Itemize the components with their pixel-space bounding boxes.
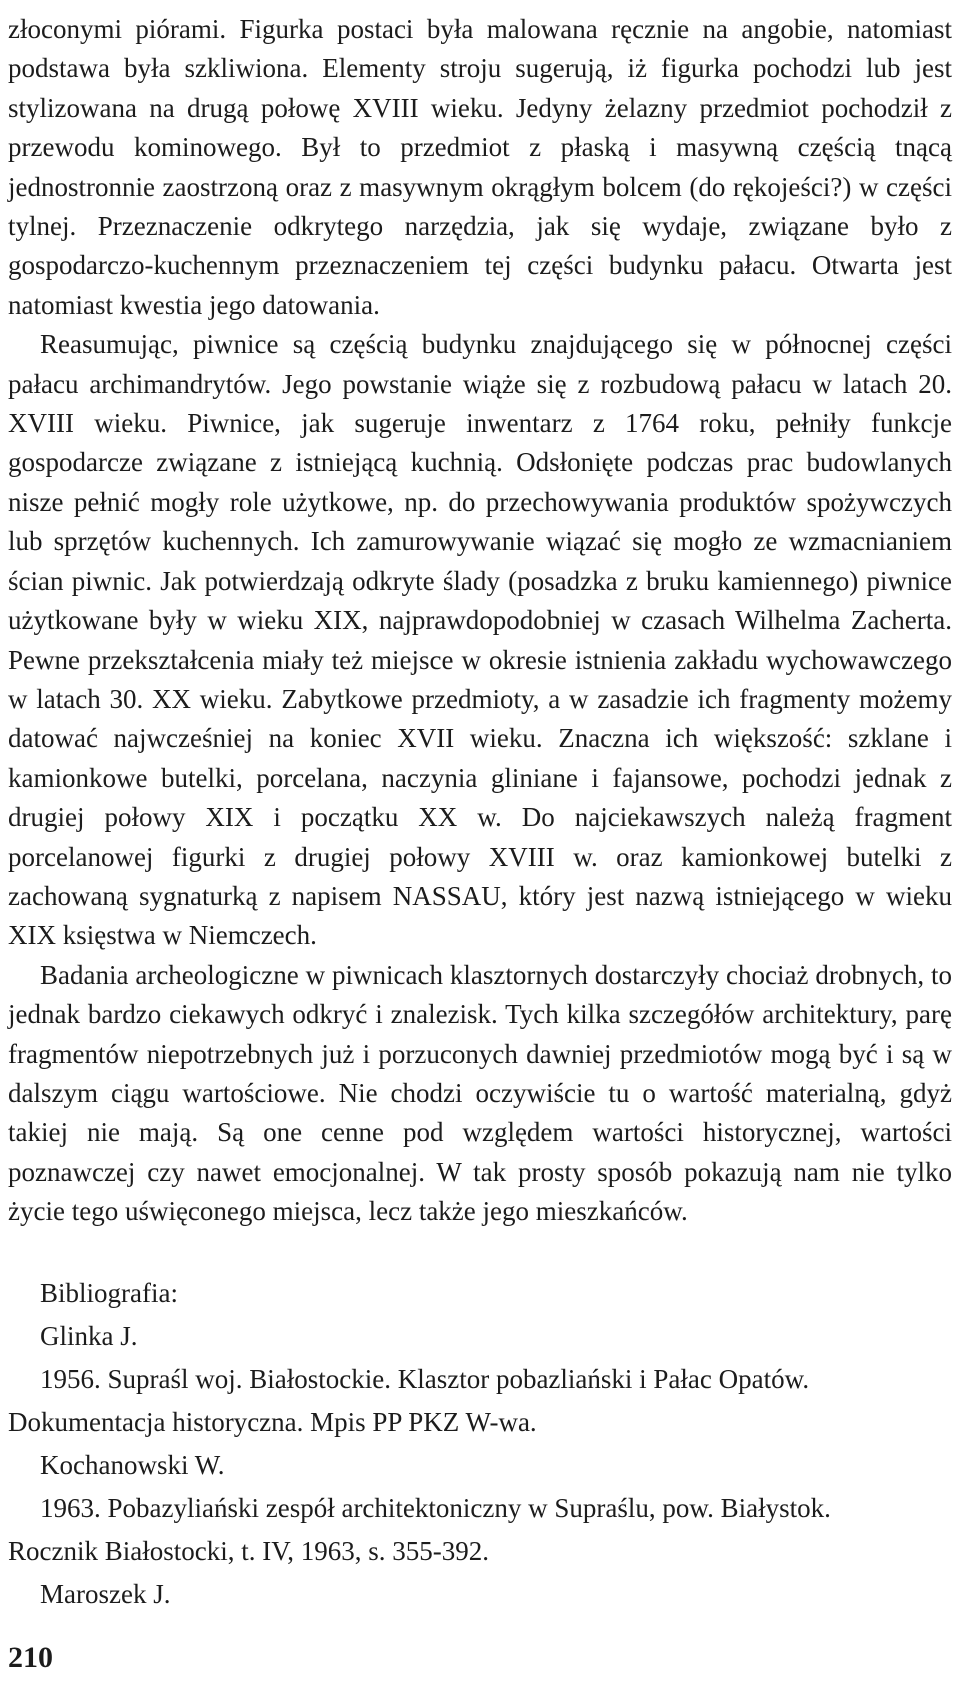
bibliography-entry-line: 1956. Supraśl woj. Białostockie. Klasztor pobazliański i Pałac Opatów. xyxy=(40,1363,810,1394)
body-paragraph-3: Badania archeologiczne w piwnicach klasztornych dostarczyły chociaż drobnych, to jednak bardzo ciekawych odkryć i znalezisk. Tych kilka szczegółów architektury, parę fragmentów niepotrzebnych już i porzuconych dawniej przedmiotów mogą być i są w dalszym ciągu wartościowe. Nie chodzi oczywiście tu o wartość materialną, gdyż takiej nie mają. Są one cenne pod względem wartości historycznej, wartości poznawczej czy nawet emocjonalnej. W tak prosty sposób pokazują nam nie tylko życie tego uświęconego miejsca, lecz także jego mieszkańców. xyxy=(8,959,952,1227)
body-paragraph-2: Reasumując, piwnice są częścią budynku znajdującego się w północnej części pałacu archimandrytów. Jego powstanie wiąże się z rozbudową pałacu w latach 20. XVIII wieku. Piwnice, jak sugeruje inwentarz z 1764 roku, pełniły funkcje gospodarcze związane z istniejącą kuchnią. Odsłonięte podczas prac budowlanych nisze pełnić mogły role użytkowe, np. do przechowywania produktów spożywczych lub sprzętów kuchennych. Ich zamurowywanie wiązać się mogło ze wzmacnianiem ścian piwnic. Jak potwierdzają odkryte ślady (posadzka z bruku kamiennego) piwnice użytkowane były w wieku XIX, najprawdopodobniej w czasach Wilhelma Zacherta. Pewne przekształcenia miały też miejsce w okresie istnienia zakładu wychowawczego w latach 30. XX wieku. Zabytkowe przedmioty, a w zasadzie ich fragmenty możemy datować najwcześniej na koniec XVII wieku. Znaczna ich większość: szklane i kamionkowe butelki, porcelana, naczynia gliniane i fajansowe, pochodzi jednak z drugiej połowy XIX i początku XX w. Do najciekawszych należą fragment porcelanowej figurki z drugiej połowy XVIII w. oraz kamionkowej butelki z zachowaną sygnaturką z napisem NASSAU, który jest nazwą istniejącego w wieku XIX księstwa w Niemczech. xyxy=(8,329,952,951)
page-number: 210 xyxy=(8,1641,53,1674)
section-gap xyxy=(8,1232,952,1272)
bibliography-author: Maroszek J. xyxy=(40,1578,171,1609)
bibliography-author: Kochanowski W. xyxy=(40,1449,225,1480)
bibliography-entry-line: Rocznik Białostocki, t. IV, 1963, s. 355-392. xyxy=(8,1535,489,1566)
bibliography-heading: Bibliografia: xyxy=(40,1277,178,1308)
body-paragraph-1: złoconymi piórami. Figurka postaci była malowana ręcznie na angobie, natomiast podstawa była szkliwiona. Elementy stroju sugerują, iż figurka pochodzi lub jest stylizowana na drugą połowę XVIII wieku. Jedyny żelazny przedmiot pochodził z przewodu kominowego. Był to przedmiot z płaską i masywną częścią tnącą jednostronnie zaostrzoną oraz z masywnym okrągłym bolcem (do rękojeści?) w części tylnej. Przeznaczenie odkrytego narzędzia, jak się wydaje, związane było z gospodarczo-kuchennym przeznaczeniem tej części budynku pałacu. Otwarta jest natomiast kwestia jego datowania. xyxy=(8,14,952,320)
bibliography-entry-line: 1963. Pobazyliański zespół architektoniczny w Supraślu, pow. Białystok. xyxy=(40,1492,831,1523)
bibliography-author: Glinka J. xyxy=(40,1320,138,1351)
bibliography xyxy=(8,1272,952,1616)
document-page xyxy=(8,10,952,1616)
bibliography-entry-line: Dokumentacja historyczna. Mpis PP PKZ W-wa. xyxy=(8,1406,537,1437)
